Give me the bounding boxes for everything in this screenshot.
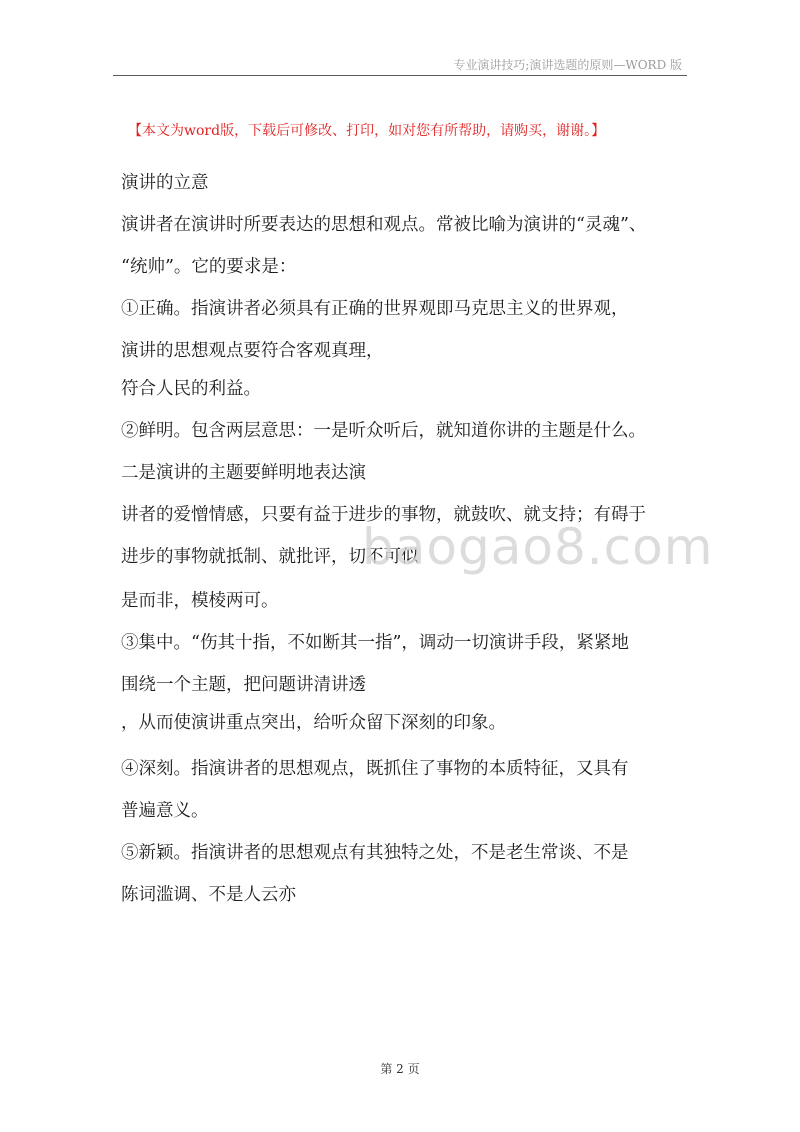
page-header-title: 专业演讲技巧;演讲选题的原则—WORD 版 (453, 58, 682, 72)
paragraph-line: 进步的事物就抵制、就批评，切不可似 (121, 547, 419, 567)
paragraph-line: 演讲者在演讲时所要表达的思想和观点。常被比喻为演讲的“灵魂”、 (121, 215, 647, 235)
paragraph-line: 符合人民的利益。 (121, 379, 261, 399)
paragraph-line: 演讲的思想观点要符合客观真理， (121, 341, 384, 361)
paragraph-line: 围绕一个主题，把问题讲清讲透 (121, 675, 366, 695)
list-item-novel: ⑤新颖。指演讲者的思想观点有其独特之处，不是老生常谈、不是 (121, 843, 629, 863)
paragraph-line: 陈词滥调、不是人云亦 (121, 885, 296, 905)
watermark: baogao8.com (362, 518, 714, 576)
paragraph-line: “统帅”。它的要求是： (121, 257, 297, 277)
page-number: 第 2 页 (380, 1062, 420, 1076)
section-heading: 演讲的立意 (121, 173, 209, 193)
paragraph-line: 普遍意义。 (121, 801, 209, 821)
list-item-distinct: ②鲜明。包含两层意思：一是听众听后，就知道你讲的主题是什么。 (121, 421, 646, 441)
header-divider (113, 75, 687, 76)
paragraph-line: 是而非，模棱两可。 (121, 591, 279, 611)
paragraph-line: 讲者的爱憎情感，只要有益于进步的事物，就鼓吹、就支持；有碍于 (121, 505, 646, 525)
purchase-notice: 【本文为word版，下载后可修改、打印，如对您有所帮助，请购买，谢谢。】 (128, 123, 606, 139)
list-item-focused: ③集中。“伤其十指，不如断其一指”，调动一切演讲手段，紧紧地 (121, 633, 629, 653)
list-item-profound: ④深刻。指演讲者的思想观点，既抓住了事物的本质特征，又具有 (121, 759, 629, 779)
paragraph-line: 二是演讲的主题要鲜明地表达演 (121, 463, 366, 483)
paragraph-line: ，从而使演讲重点突出，给听众留下深刻的印象。 (121, 713, 506, 733)
list-item-correct: ①正确。指演讲者必须具有正确的世界观即马克思主义的世界观， (121, 299, 629, 319)
